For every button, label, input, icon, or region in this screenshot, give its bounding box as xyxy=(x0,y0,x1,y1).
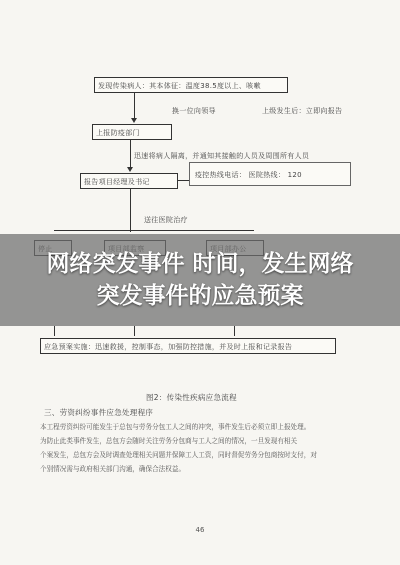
flow-arrow xyxy=(127,167,133,172)
flow-box-implementation-text: 应急预案实施：迅速救援，控制事态，加强防控措施，并及时上报和记录报告 xyxy=(44,343,293,351)
flow-arrow xyxy=(131,118,137,123)
flow-box-record xyxy=(80,173,178,189)
flow-connector xyxy=(130,188,131,232)
flow-connector xyxy=(54,326,55,336)
paragraph-line: 个别情况需与政府相关部门沟通，确保合法权益。 xyxy=(40,465,186,473)
flow-box-discovery xyxy=(94,77,288,93)
paragraph-line: 为防止此类事件发生，总包方会随时关注劳务分包商与工人之间的情况，一旦发现有相关 xyxy=(40,437,298,445)
flow-box-phone xyxy=(189,162,351,186)
flow-label-report-right: 上级发生后：立即向报告 xyxy=(262,107,343,115)
flow-connector xyxy=(177,180,189,181)
page-number: 46 xyxy=(195,526,205,534)
flow-box-implementation xyxy=(40,338,336,354)
flow-box-leader xyxy=(92,124,172,140)
flow-box-leader-text: 上报防疫部门 xyxy=(96,129,140,137)
flow-connector xyxy=(134,326,135,336)
title-banner xyxy=(0,234,400,326)
flow-label-report: 换一位向领导 xyxy=(172,107,216,115)
paragraph-line: 个案发生，总包方会及时调查处理相关问题并保障工人工资，同时督促劳务分包商按时支付，对 xyxy=(40,451,317,459)
flow-connector xyxy=(130,139,131,169)
flow-connector xyxy=(54,230,254,231)
section-heading: 三、劳资纠纷事件应急处理程序 xyxy=(44,408,154,417)
figure-caption: 图2：传染性疾病应急流程 xyxy=(146,393,237,402)
flow-box-record-text: 报告项目经理及书记 xyxy=(84,178,150,186)
paragraph-line: 本工程劳资纠纷可能发生于总包与劳务分包工人之间的冲突，事件发生后必须立即上报处理。 xyxy=(40,423,311,431)
banner-title-line1: 网络突发事件 时间，发生网络 xyxy=(46,251,354,277)
flow-label-isolate: 迅速将病人隔离，并通知其接触的人员及周围所有人员 xyxy=(134,152,310,160)
flow-box-discovery-text: 发现传染病人：其本体征：温度38.5度以上、咳嗽 xyxy=(98,82,261,90)
banner-title-line2: 突发事件的应急预案 xyxy=(96,283,304,309)
flow-connector xyxy=(234,326,235,336)
flow-label-hospital: 送往医院治疗 xyxy=(144,216,188,224)
flow-connector xyxy=(134,92,135,120)
flow-label-phone: 疫控热线电话： 医院热线： 120 xyxy=(195,171,302,179)
